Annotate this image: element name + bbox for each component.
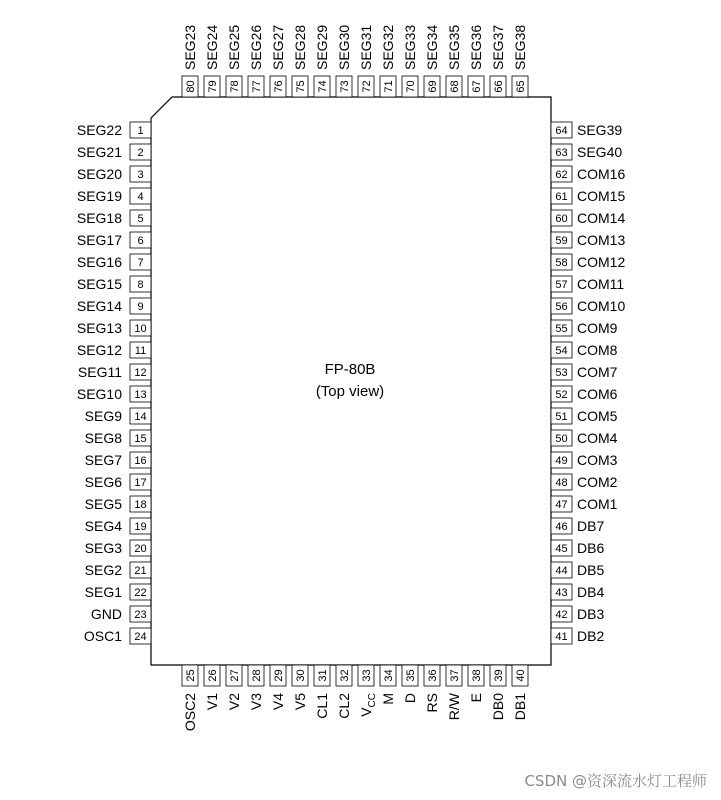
- pin-number: 74: [317, 80, 329, 93]
- pin-label: OSC1: [83, 628, 122, 644]
- pin-59: [551, 232, 625, 248]
- pin-number: 62: [555, 169, 568, 181]
- pin-15: [85, 430, 151, 446]
- pin-label: COM1: [577, 496, 618, 512]
- pin-label: SEG39: [577, 122, 623, 138]
- pin-label: D: [402, 693, 418, 704]
- pin-label: SEG14: [76, 298, 122, 314]
- pin-28: [248, 665, 264, 710]
- pin-32: [336, 665, 352, 719]
- pin-label: COM13: [577, 232, 626, 248]
- pin-52: [551, 386, 618, 402]
- pin-number: 75: [295, 80, 307, 93]
- pin-number: 9: [137, 301, 144, 313]
- pin-label: COM3: [577, 452, 618, 468]
- pin-6: [77, 232, 151, 248]
- pin-63: [551, 144, 622, 160]
- pin-label: SEG3: [84, 540, 122, 556]
- pin-number: 25: [185, 669, 197, 682]
- pin-65: [512, 25, 528, 97]
- pin-number: 57: [555, 279, 568, 291]
- pin-50: [551, 430, 618, 446]
- pin-number: 56: [555, 301, 568, 313]
- pin-label: DB6: [577, 540, 605, 556]
- pin-label: COM12: [577, 254, 626, 270]
- pin-number: 48: [555, 477, 568, 489]
- pin-label: V1: [204, 693, 220, 711]
- pin-33: [358, 665, 378, 717]
- pin-label: V4: [270, 693, 286, 711]
- pin-number: 63: [555, 147, 568, 159]
- pin-number: 77: [251, 80, 263, 93]
- pin-16: [85, 452, 151, 468]
- pin-label: SEG8: [84, 430, 122, 446]
- pin-number: 6: [137, 235, 144, 247]
- pin-3: [77, 166, 151, 182]
- pin-44: [551, 562, 604, 578]
- pin-number: 18: [134, 499, 147, 511]
- pin-25: [182, 665, 198, 731]
- pin-number: 14: [134, 411, 147, 423]
- pin-number: 4: [137, 191, 144, 203]
- pin-number: 49: [555, 455, 568, 467]
- pin-label: SEG26: [248, 24, 264, 70]
- pin-label: SEG23: [182, 24, 198, 70]
- pin-label: DB2: [577, 628, 605, 644]
- pin-number: 40: [515, 669, 527, 682]
- pin-number: 3: [137, 169, 144, 181]
- pin-label-base: V: [358, 707, 374, 717]
- pin-56: [551, 298, 625, 314]
- pin-number: 44: [555, 565, 568, 577]
- pin-label: OSC2: [182, 693, 198, 732]
- pin-number: 24: [134, 631, 147, 643]
- pin-number: 78: [229, 80, 241, 93]
- pin-label: COM7: [577, 364, 618, 380]
- pin-number: 34: [383, 669, 395, 682]
- pin-label: SEG18: [76, 210, 122, 226]
- pin-14: [85, 408, 151, 424]
- pin-label: SEG28: [292, 24, 308, 70]
- pin-number: 38: [471, 669, 483, 682]
- pin-label: DB4: [577, 584, 605, 600]
- pin-number: 21: [134, 565, 147, 577]
- pin-number: 70: [405, 80, 417, 93]
- chip-body: [151, 97, 551, 665]
- pin-number: 42: [555, 609, 568, 621]
- pin-31: [314, 665, 330, 719]
- pin-number: 79: [207, 80, 219, 93]
- pin-number: 20: [134, 543, 147, 555]
- pin-label: SEG2: [84, 562, 122, 578]
- pin-number: 15: [134, 433, 147, 445]
- pin-number: 36: [427, 669, 439, 682]
- pin-30: [292, 665, 308, 710]
- pin-label: SEG19: [76, 188, 122, 204]
- pin-label: SEG1: [84, 584, 122, 600]
- pin-10: [77, 320, 151, 336]
- pin-41: [551, 628, 604, 644]
- pin-number: 12: [134, 367, 147, 379]
- pin-label: SEG35: [446, 24, 462, 70]
- pin-9: [77, 298, 151, 314]
- package-name: FP-80B: [324, 361, 376, 378]
- pin-67: [468, 25, 484, 97]
- pin-label: SEG32: [380, 24, 396, 70]
- pin-61: [551, 188, 625, 204]
- pin-60: [551, 210, 625, 226]
- pin-58: [551, 254, 625, 270]
- pin-number: 5: [137, 213, 144, 225]
- pin-label: SEG11: [77, 364, 122, 380]
- pin-label: COM4: [577, 430, 618, 446]
- pin-45: [551, 540, 604, 556]
- pin-label: SEG15: [76, 276, 122, 292]
- pin-label: V5: [292, 693, 308, 711]
- pin-54: [551, 342, 618, 358]
- pin-label: SEG16: [76, 254, 122, 270]
- pin-label: SEG24: [204, 24, 220, 70]
- watermark: CSDN @资深流水灯工程师: [524, 772, 707, 790]
- pin-label: SEG30: [336, 24, 352, 70]
- pin-49: [551, 452, 618, 468]
- pin-53: [551, 364, 618, 380]
- pin-number: 29: [273, 669, 285, 682]
- pin-label: COM9: [577, 320, 618, 336]
- pin-18: [85, 496, 151, 512]
- pin-27: [226, 665, 242, 710]
- pin-label-subscript: CC: [367, 693, 378, 708]
- pin-label: GND: [90, 606, 122, 622]
- pin-number: 43: [555, 587, 568, 599]
- pin-number: 27: [229, 669, 241, 682]
- pin-48: [551, 474, 618, 490]
- pin-64: [551, 122, 622, 138]
- pin-number: 73: [339, 80, 351, 93]
- pin-label: SEG20: [76, 166, 122, 182]
- pin-label: SEG36: [468, 24, 484, 70]
- pin-38: [468, 665, 484, 702]
- pin-number: 2: [137, 147, 144, 159]
- pin-label: COM2: [577, 474, 618, 490]
- pin-label: SEG27: [270, 24, 286, 70]
- pin-23: [91, 606, 151, 622]
- pin-number: 10: [134, 323, 147, 335]
- pin-label: SEG17: [76, 232, 122, 248]
- pin-13: [77, 386, 151, 402]
- pin-label: SEG7: [84, 452, 122, 468]
- pin-51: [551, 408, 618, 424]
- pin-label: COM15: [577, 188, 626, 204]
- pin-69: [424, 25, 440, 97]
- pin-number: 1: [137, 125, 144, 137]
- pin-number: 16: [134, 455, 147, 467]
- pin-label: SEG13: [76, 320, 122, 336]
- pin-21: [85, 562, 151, 578]
- pin-label: SEG29: [314, 24, 330, 70]
- pin-number: 69: [427, 80, 439, 93]
- pin-number: 61: [555, 191, 568, 203]
- pin-34: [380, 665, 396, 705]
- pin-22: [85, 584, 151, 600]
- pin-label: COM11: [577, 276, 625, 292]
- pin-label: SEG31: [358, 24, 374, 70]
- pin-77: [248, 25, 264, 97]
- pin-number: 39: [493, 669, 505, 682]
- pin-number: 23: [134, 609, 147, 621]
- pin-number: 60: [555, 213, 568, 225]
- pin-number: 28: [251, 669, 263, 682]
- pin-label: SEG25: [226, 24, 242, 70]
- pin-11: [77, 342, 151, 358]
- pin-label: DB0: [490, 693, 506, 721]
- pin-number: 66: [493, 80, 505, 93]
- pin-number: 80: [185, 80, 197, 93]
- pin-70: [402, 25, 418, 97]
- pin-label: SEG5: [84, 496, 122, 512]
- pin-label: COM5: [577, 408, 618, 424]
- pin-number: 30: [295, 669, 307, 682]
- pin-number: 65: [515, 80, 527, 93]
- pin-72: [358, 25, 374, 97]
- pin-number: 54: [555, 345, 568, 357]
- pin-36: [424, 665, 440, 712]
- package-view-label: (Top view): [315, 383, 385, 400]
- pin-42: [551, 606, 604, 622]
- pin-39: [490, 665, 506, 720]
- pin-number: 67: [471, 80, 483, 93]
- pin-number: 32: [339, 669, 351, 682]
- pin-label: DB7: [577, 518, 605, 534]
- pin-label: SEG40: [577, 144, 623, 160]
- pin-number: 17: [134, 477, 147, 489]
- pin-label: RS: [424, 693, 440, 713]
- pin-label: SEG34: [424, 24, 440, 70]
- pin-number: 47: [555, 499, 568, 511]
- pin-number: 13: [134, 389, 147, 401]
- pin-57: [551, 276, 624, 292]
- pin-number: 45: [555, 543, 568, 555]
- pin-label: COM6: [577, 386, 618, 402]
- pin-74: [314, 25, 330, 97]
- pin-7: [77, 254, 151, 270]
- pin-label: R/W: [446, 693, 462, 721]
- pin-label: DB3: [577, 606, 605, 622]
- pin-label: SEG6: [84, 474, 122, 490]
- pin-number: 8: [137, 279, 144, 291]
- pin-number: 59: [555, 235, 568, 247]
- pin-number: 64: [555, 125, 568, 137]
- pin-26: [204, 665, 220, 710]
- pin-number: 11: [134, 345, 147, 357]
- pin-label: COM14: [577, 210, 626, 226]
- pin-label: SEG33: [402, 24, 418, 70]
- pin-number: 26: [207, 669, 219, 682]
- pin-number: 76: [273, 80, 285, 93]
- pin-5: [77, 210, 151, 226]
- pin-number: 41: [555, 631, 568, 643]
- pin-label: CL1: [314, 693, 330, 719]
- pin-number: 50: [555, 433, 568, 445]
- pin-label: SEG10: [76, 386, 122, 402]
- pin-number: 7: [137, 257, 144, 269]
- pin-12: [78, 364, 151, 380]
- pin-47: [551, 496, 618, 512]
- pin-number: 31: [317, 669, 329, 682]
- pin-78: [226, 25, 242, 97]
- pin-number: 53: [555, 367, 568, 379]
- pin-label: M: [380, 693, 396, 705]
- pin-55: [551, 320, 618, 336]
- pin-number: 37: [449, 669, 461, 682]
- pin-label: COM16: [577, 166, 626, 182]
- pin-number: 71: [383, 80, 395, 93]
- pin-68: [446, 25, 462, 97]
- pin-number: 35: [405, 669, 417, 682]
- pin-label: V2: [226, 693, 242, 711]
- pin-number: 33: [361, 669, 373, 682]
- pin-label: SEG37: [490, 24, 506, 70]
- pin-label: COM10: [577, 298, 626, 314]
- pin-71: [380, 25, 396, 97]
- pin-62: [551, 166, 625, 182]
- pin-number: 51: [555, 411, 568, 423]
- pin-37: [446, 665, 462, 720]
- pin-number: 58: [555, 257, 568, 269]
- pin-66: [490, 25, 506, 97]
- pin-29: [270, 665, 286, 710]
- pin-label: SEG9: [84, 408, 122, 424]
- pin-2: [77, 144, 151, 160]
- pin-label: SEG12: [76, 342, 122, 358]
- pin-number: 22: [134, 587, 147, 599]
- pin-label: SEG38: [512, 24, 528, 70]
- pin-label: SEG21: [76, 144, 122, 160]
- pin-24: [84, 628, 151, 644]
- pin-number: 46: [555, 521, 568, 533]
- pin-number: 19: [134, 521, 147, 533]
- pin-75: [292, 25, 308, 97]
- pin-43: [551, 584, 604, 600]
- pin-number: 72: [361, 80, 373, 93]
- pin-46: [551, 518, 604, 534]
- pin-label: SEG4: [84, 518, 122, 534]
- pin-76: [270, 25, 286, 97]
- pin-number: 68: [449, 80, 461, 93]
- pin-80: [182, 25, 198, 97]
- pin-label: [358, 693, 378, 717]
- pin-label: V3: [248, 693, 264, 711]
- pin-4: [77, 188, 151, 204]
- pin-40: [512, 665, 528, 720]
- pin-19: [85, 518, 151, 534]
- pin-8: [77, 276, 151, 292]
- pin-17: [85, 474, 151, 490]
- pin-label: SEG22: [76, 122, 122, 138]
- pin-label: DB1: [512, 693, 528, 721]
- pin-79: [204, 25, 220, 97]
- pin-number: 55: [555, 323, 568, 335]
- pin-73: [336, 25, 352, 97]
- pin-label: CL2: [336, 693, 352, 719]
- pin-1: [77, 122, 151, 138]
- pin-35: [402, 665, 418, 703]
- pin-label: E: [468, 693, 484, 703]
- pin-20: [85, 540, 151, 556]
- pin-label: COM8: [577, 342, 618, 358]
- pin-label: DB5: [577, 562, 605, 578]
- pin-number: 52: [555, 389, 568, 401]
